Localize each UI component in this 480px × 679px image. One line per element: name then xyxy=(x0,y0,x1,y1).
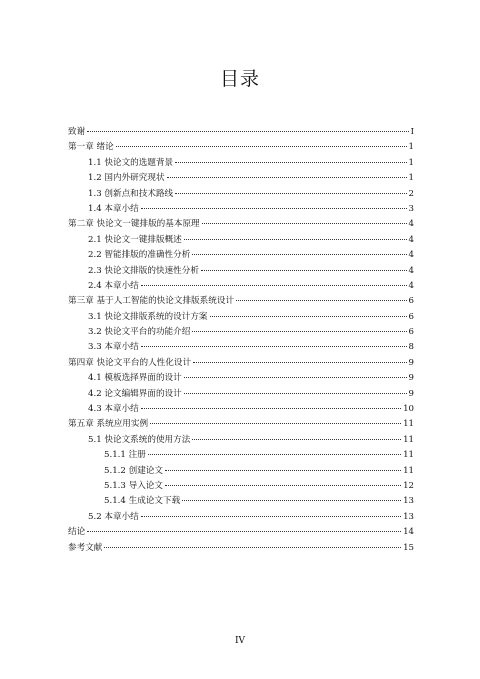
toc-entry-page: 14 xyxy=(403,527,414,538)
toc-entry[interactable] xyxy=(68,264,414,279)
toc-entry-label: 致谢 xyxy=(68,127,86,137)
dot-leader xyxy=(87,131,408,132)
toc-entry[interactable] xyxy=(68,356,414,371)
dot-leader xyxy=(167,177,407,178)
toc-entry[interactable] xyxy=(68,433,414,448)
toc-entry-label: 3.2 快论文平台的功能介绍 xyxy=(88,327,191,338)
toc-entry[interactable] xyxy=(68,510,414,525)
toc-entry-label: 4.3 本章小结 xyxy=(88,404,139,415)
dot-leader xyxy=(141,285,407,286)
toc-entry[interactable] xyxy=(68,387,414,402)
toc-entry[interactable] xyxy=(68,541,414,556)
toc-entry-page: 11 xyxy=(403,419,414,430)
toc-entry-page: 4 xyxy=(408,280,414,291)
toc-entry[interactable] xyxy=(68,417,414,432)
toc-entry-page: 13 xyxy=(403,511,414,522)
toc-entry[interactable] xyxy=(68,402,414,417)
dot-leader xyxy=(165,470,401,471)
dot-leader xyxy=(184,239,407,240)
toc-entry-page: 13 xyxy=(403,496,414,507)
toc-entry-label: 2.3 快论文排版的快速性分析 xyxy=(88,265,199,276)
toc-entry[interactable] xyxy=(68,171,414,186)
dot-leader xyxy=(175,193,406,194)
toc-entry-label: 3.1 快论文排版系统的设计方案 xyxy=(88,311,208,322)
toc-entry-page: 9 xyxy=(408,373,414,384)
toc-entry[interactable] xyxy=(68,479,414,494)
page-number: IV xyxy=(234,636,246,646)
toc-entry-label: 5.2 本章小结 xyxy=(88,511,139,522)
dot-leader xyxy=(236,300,407,301)
toc-entry[interactable] xyxy=(68,279,414,294)
toc-entry-page: I xyxy=(410,127,414,137)
dot-leader xyxy=(175,162,406,163)
toc-entry[interactable] xyxy=(68,217,414,232)
toc-entry-page: 1 xyxy=(408,173,414,184)
toc-entry-label: 1.3 创新点和技术路线 xyxy=(88,188,174,199)
toc-entry-label: 2.1 快论文一键排版概述 xyxy=(88,234,182,245)
toc-entry[interactable] xyxy=(68,464,414,479)
toc-entry[interactable] xyxy=(68,248,414,263)
toc-entry[interactable] xyxy=(68,125,414,140)
dot-leader xyxy=(141,408,401,409)
toc-entry-label: 第二章 快论文一键排版的基本原理 xyxy=(68,219,200,230)
dot-leader xyxy=(192,439,401,440)
toc-entry-page: 6 xyxy=(408,296,414,307)
toc-entry-label: 1.2 国内外研究现状 xyxy=(88,173,165,184)
dot-leader xyxy=(202,223,407,224)
toc-entry[interactable] xyxy=(68,325,414,340)
toc-entry-page: 10 xyxy=(403,404,414,415)
dot-leader xyxy=(165,485,401,486)
toc-entry-label: 5.1.2 创建论文 xyxy=(104,465,163,476)
toc-entry-label: 第一章 绪论 xyxy=(68,142,114,153)
toc-entry-label: 1.1 快论文的选题背景 xyxy=(88,157,174,168)
toc-entry-label: 2.4 本章小结 xyxy=(88,280,139,291)
toc-entry-page: 4 xyxy=(408,234,414,245)
toc-entry[interactable] xyxy=(68,340,414,355)
toc-entry-page: 4 xyxy=(408,219,414,230)
toc-entry-label: 5.1.4 生成论文下载 xyxy=(104,496,181,507)
toc-entry-label: 4.2 论文编辑界面的设计 xyxy=(88,388,182,399)
toc-entry-page: 2 xyxy=(408,188,414,199)
toc-entry-page: 8 xyxy=(408,342,414,353)
toc-entry-page: 1 xyxy=(408,157,414,168)
toc-entry-label: 参考文献 xyxy=(68,542,103,553)
toc-entry-label: 5.1 快论文系统的使用方法 xyxy=(88,434,191,445)
toc-entry-label: 结论 xyxy=(68,527,86,538)
dot-leader xyxy=(182,500,401,501)
toc-entry[interactable] xyxy=(68,202,414,217)
toc-entry-page: 9 xyxy=(408,388,414,399)
dot-leader xyxy=(192,254,406,255)
toc-entry[interactable] xyxy=(68,525,414,540)
toc-entry-label: 第四章 快论文平台的人性化设计 xyxy=(68,357,192,368)
dot-leader xyxy=(193,362,406,363)
toc-entry-page: 11 xyxy=(403,450,414,461)
toc-entry-page: 12 xyxy=(403,480,414,491)
dot-leader xyxy=(184,393,407,394)
toc-title: 目录 xyxy=(219,68,260,90)
dot-leader xyxy=(150,423,401,424)
dot-leader xyxy=(141,208,407,209)
toc-entry[interactable] xyxy=(68,294,414,309)
dot-leader xyxy=(148,454,401,455)
toc-entry-label: 5.1.3 导入论文 xyxy=(104,480,163,491)
dot-leader xyxy=(141,346,407,347)
toc-entry-page: 11 xyxy=(403,465,414,476)
toc-entry-label: 第三章 基于人工智能的快论文排版系统设计 xyxy=(68,296,235,307)
toc-entry-page: 4 xyxy=(408,265,414,276)
toc-entry-page: 6 xyxy=(408,327,414,338)
toc-entry[interactable] xyxy=(68,140,414,155)
dot-leader xyxy=(141,516,401,517)
toc-entry-page: 6 xyxy=(408,311,414,322)
toc-entry[interactable] xyxy=(68,448,414,463)
toc-entry[interactable] xyxy=(68,156,414,171)
dot-leader xyxy=(184,377,407,378)
toc-entry[interactable] xyxy=(68,187,414,202)
toc-entry-page: 3 xyxy=(408,203,414,214)
toc-entry-label: 1.4 本章小结 xyxy=(88,203,139,214)
toc-entry[interactable] xyxy=(68,371,414,386)
dot-leader xyxy=(116,146,407,147)
toc-entry-label: 4.1 模板选择界面的设计 xyxy=(88,373,182,384)
toc-entry-page: 4 xyxy=(408,250,414,261)
toc-entry-page: 15 xyxy=(403,542,414,553)
dot-leader xyxy=(210,316,407,317)
toc-entry[interactable] xyxy=(68,310,414,325)
toc-entry-label: 5.1.1 注册 xyxy=(104,450,146,461)
toc-entry-page: 9 xyxy=(408,357,414,368)
toc-entry-page: 11 xyxy=(403,434,414,445)
dot-leader xyxy=(201,270,407,271)
toc-entry-label: 第五章 系统应用实例 xyxy=(68,419,149,430)
table-of-contents xyxy=(68,125,414,556)
toc-entry-label: 2.2 智能排版的准确性分析 xyxy=(88,250,191,261)
toc-entry-page: 1 xyxy=(408,142,414,153)
dot-leader xyxy=(104,547,401,548)
toc-entry-label: 3.3 本章小结 xyxy=(88,342,139,353)
dot-leader xyxy=(192,331,406,332)
toc-entry[interactable] xyxy=(68,494,414,509)
dot-leader xyxy=(87,531,401,532)
toc-entry[interactable] xyxy=(68,233,414,248)
